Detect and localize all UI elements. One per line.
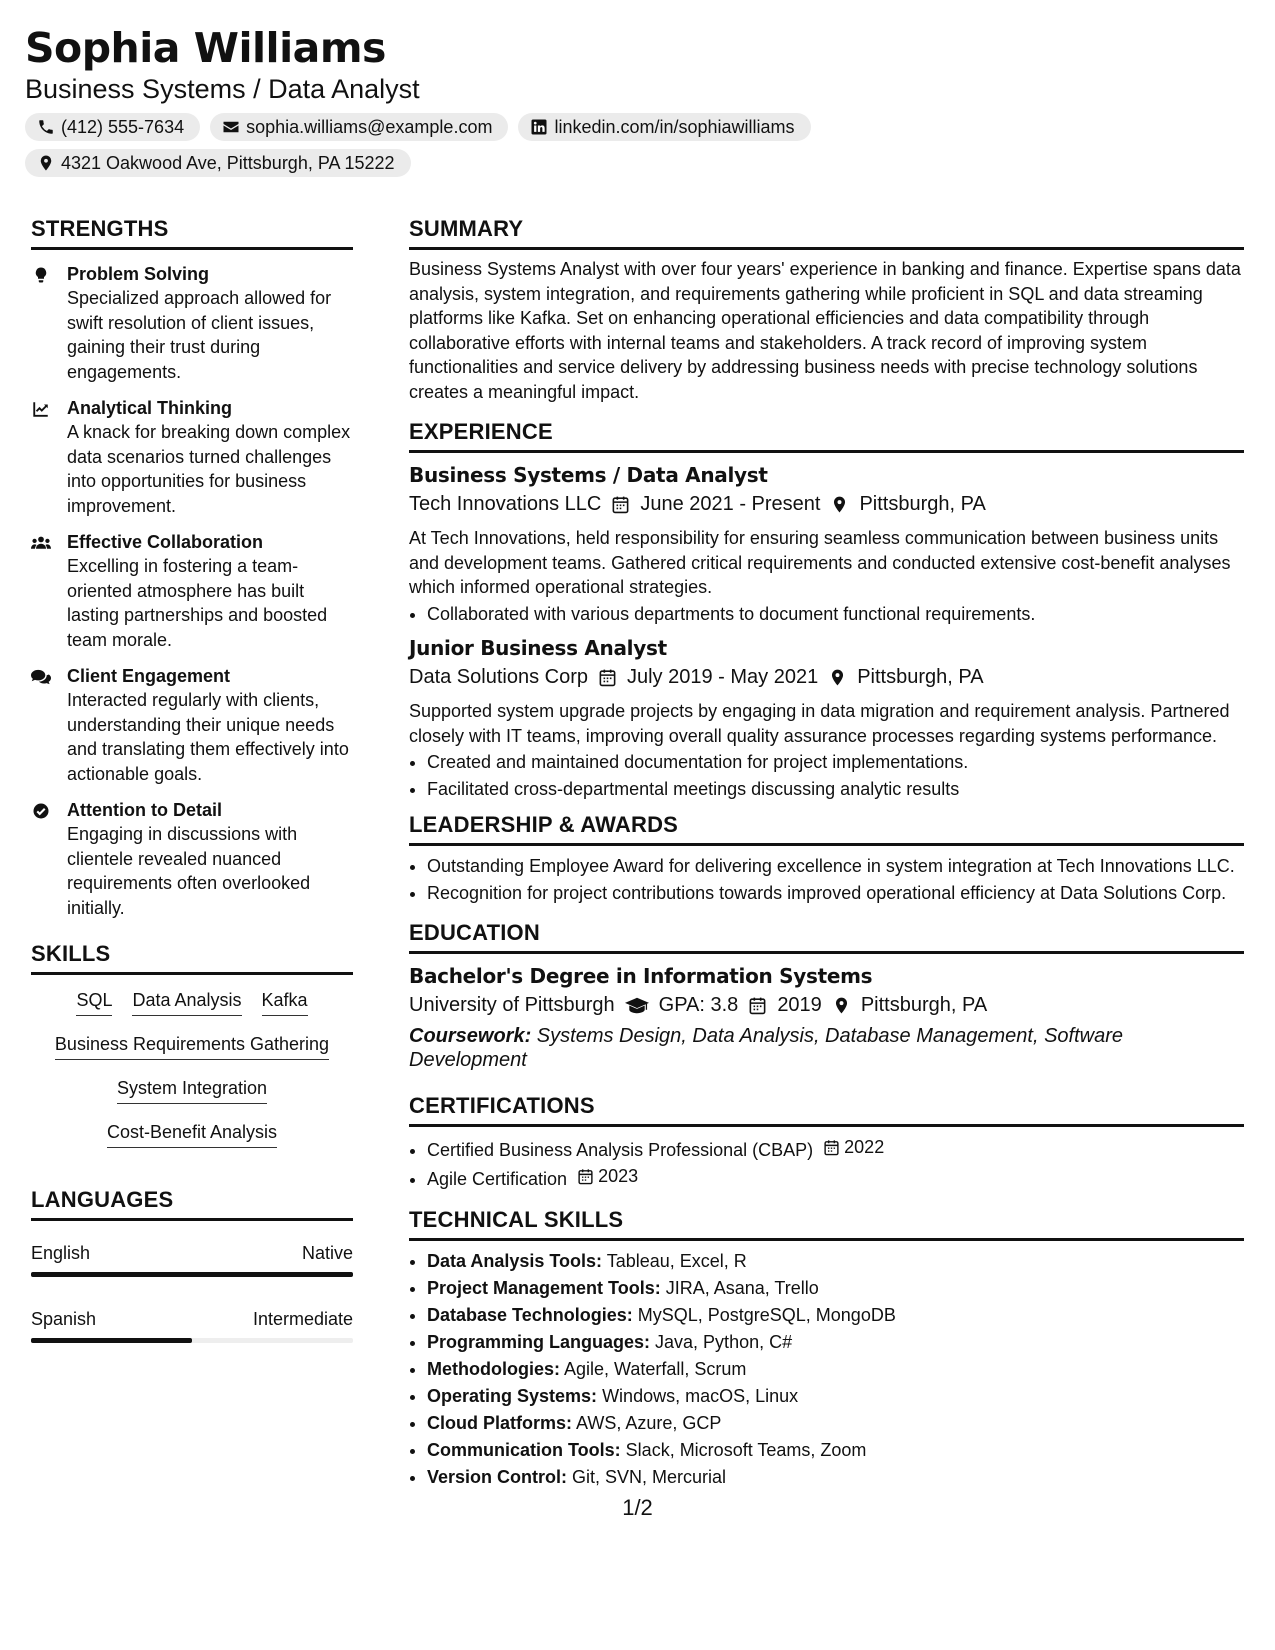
language-level-bar: [31, 1338, 353, 1343]
calendar-icon: [611, 495, 630, 514]
tech-skill-label: Database Technologies:: [427, 1304, 633, 1325]
envelope-icon: [222, 118, 240, 136]
job-title: Junior Business Analyst: [409, 636, 667, 660]
job-bullets: [409, 750, 1244, 801]
language-item: [31, 1307, 353, 1331]
language-level-fill: [31, 1272, 353, 1277]
coursework-text: Systems Design, Data Analysis, Database Management, Software Development: [409, 1025, 1124, 1071]
tech-skill-item: [427, 1303, 1244, 1327]
skill-tag: Cost-Benefit Analysis: [107, 1119, 277, 1148]
tech-skill-item: [427, 1384, 1244, 1408]
tech-skill-value: AWS, Azure, GCP: [572, 1412, 722, 1433]
job-description: At Tech Innovations, held responsibility for ensuring seamless communication between business units and development teams. Gathered critical requirements and conducted extensive cost-benefit analyses which informed operational strategies.: [409, 528, 1231, 597]
lightbulb-icon: [31, 266, 51, 284]
linkedin-pill[interactable]: [518, 113, 810, 141]
tech-skill-label: Communication Tools:: [427, 1439, 621, 1460]
certification-year: 2023: [598, 1166, 639, 1187]
comments-icon: [31, 668, 51, 686]
summary-heading: SUMMARY: [409, 215, 1244, 250]
job-company: Data Solutions Corp: [409, 666, 588, 688]
education-entry: [409, 962, 1244, 1072]
calendar-icon: [823, 1139, 840, 1156]
tech-skill-label: Cloud Platforms:: [427, 1412, 573, 1433]
certification-item: [427, 1164, 1244, 1191]
map-marker-icon: [37, 154, 55, 172]
job-location: Pittsburgh, PA: [857, 666, 984, 688]
strength-title: Client Engagement: [67, 666, 231, 686]
chart-line-icon: [31, 400, 51, 418]
coursework: [409, 1024, 1244, 1072]
strength-item: [31, 262, 353, 384]
tech-skill-value: Git, SVN, Mercurial: [567, 1466, 727, 1487]
strength-item: [31, 530, 353, 652]
school-name: University of Pittsburgh: [409, 994, 615, 1016]
job-dates: June 2021 - Present: [640, 493, 821, 515]
awards-heading: LEADERSHIP & AWARDS: [409, 811, 1244, 846]
job-dates: July 2019 - May 2021: [626, 666, 819, 688]
strengths-heading: STRENGTHS: [31, 215, 353, 250]
page-number: 1/2: [622, 1495, 653, 1520]
tech-skill-item: [427, 1465, 1244, 1489]
check-circle-icon: [31, 802, 51, 820]
skill-tag: Business Requirements Gathering: [55, 1031, 329, 1060]
technical-skills-list: [409, 1249, 1244, 1489]
tech-skill-value: MySQL, PostgreSQL, MongoDB: [632, 1304, 896, 1325]
address-pill: [25, 149, 411, 177]
strength-desc: Excelling in fostering a team-oriented atmosphere has built lasting partnerships and boosted team morale.: [67, 556, 328, 650]
skill-tag: Kafka: [262, 987, 308, 1016]
tech-skill-item: [427, 1438, 1244, 1462]
tech-skill-value: Tableau, Excel, R: [602, 1250, 747, 1271]
certification-name: Certified Business Analysis Professional (CBAP): [427, 1139, 814, 1160]
gpa: GPA: 3.8: [658, 994, 739, 1016]
tech-skill-value: Java, Python, C#: [650, 1331, 793, 1352]
tech-skill-value: Slack, Microsoft Teams, Zoom: [620, 1439, 867, 1460]
right-column: [409, 215, 1244, 1492]
job-bullet: • Collaborated with various departments to document functional requirements.: [427, 602, 1244, 627]
strength-item: [31, 798, 353, 920]
left-column: [31, 215, 353, 1343]
tech-skill-value: Agile, Waterfall, Scrum: [560, 1358, 747, 1379]
strength-desc: Interacted regularly with clients, understanding their unique needs and translating them effectively into actionable goals.: [67, 690, 349, 784]
education-meta: [409, 990, 1244, 1020]
language-name: Spanish: [31, 1309, 97, 1329]
degree-title: Bachelor's Degree in Information Systems: [409, 964, 873, 988]
calendar-icon: [748, 996, 767, 1015]
resume-header: [25, 22, 1245, 185]
graduation-cap-icon: [625, 996, 649, 1015]
strength-item: [31, 396, 353, 518]
experience-heading: EXPERIENCE: [409, 418, 1244, 453]
address-text: 4321 Oakwood Ave, Pittsburgh, PA 15222: [61, 152, 395, 173]
strength-item: [31, 664, 353, 786]
contact-info: [25, 113, 1245, 177]
skill-tag: SQL: [76, 987, 112, 1016]
tech-skill-label: Methodologies:: [427, 1358, 560, 1379]
coursework-label: Coursework:: [409, 1025, 532, 1047]
language-level: Intermediate: [252, 1309, 353, 1329]
strength-desc: A knack for breaking down complex data scenarios turned challenges into opportunities for business improvement.: [67, 422, 351, 516]
skill-tag: System Integration: [117, 1075, 267, 1104]
language-level: Native: [301, 1243, 353, 1263]
certification-name: Agile Certification: [427, 1169, 568, 1189]
language-item: [31, 1241, 353, 1265]
education-heading: EDUCATION: [409, 919, 1244, 954]
tech-skill-label: Data Analysis Tools:: [427, 1250, 603, 1271]
strength-desc: Specialized approach allowed for swift resolution of client issues, gaining their trust during engagements.: [67, 288, 332, 382]
tech-skill-label: Programming Languages:: [427, 1331, 651, 1352]
calendar-icon: [577, 1168, 594, 1185]
tech-skill-label: Project Management Tools:: [427, 1277, 661, 1298]
language-level-fill: [31, 1338, 192, 1343]
tech-skill-value: Windows, macOS, Linux: [597, 1385, 799, 1406]
email-text: sophia.williams@example.com: [246, 116, 493, 137]
languages-heading: LANGUAGES: [31, 1186, 353, 1221]
map-marker-icon: [830, 495, 849, 514]
candidate-name: Sophia Williams: [25, 24, 386, 72]
strength-title: Problem Solving: [67, 264, 210, 284]
technical-skills-heading: TECHNICAL SKILLS: [409, 1206, 1244, 1241]
job-company: Tech Innovations LLC: [409, 493, 602, 515]
job-bullet: • Created and maintained documentation for project implementations.: [427, 750, 1244, 775]
summary-text: Business Systems Analyst with over four years' experience in banking and finance. Expertise spans data analysis, system integration, and requirements gathering while proficient in SQL and data streaming platforms like Kafka. Set on enhancing operational efficiencies and data compatibility through collaborative efforts with internal teams and stakeholders. A track record of improving system functionalities and service delivery by addressing business needs with precise technology solutions creates a meaningful impact.: [409, 259, 1241, 402]
candidate-role: Business Systems / Data Analyst: [25, 74, 420, 104]
calendar-icon: [598, 668, 617, 687]
tech-skill-item: [427, 1276, 1244, 1300]
tech-skill-item: [427, 1357, 1244, 1381]
certification-year: 2022: [844, 1137, 885, 1157]
phone-pill[interactable]: [25, 113, 200, 141]
skills-list: [31, 987, 353, 1148]
job-location: Pittsburgh, PA: [859, 493, 986, 515]
phone-icon: [37, 118, 55, 136]
linkedin-icon: [530, 118, 548, 136]
job-bullets: [409, 602, 1244, 627]
map-marker-icon: [832, 996, 851, 1015]
linkedin-text: linkedin.com/in/sophiawilliams: [554, 116, 795, 137]
certification-item: [427, 1135, 1244, 1162]
tech-skill-item: [427, 1330, 1244, 1354]
strength-desc: Engaging in discussions with clientele revealed nuanced requirements often overlooked initially.: [67, 824, 311, 918]
strength-title: Attention to Detail: [67, 800, 222, 820]
language-level-bar: [31, 1272, 353, 1277]
tech-skill-value: JIRA, Asana, Trello: [660, 1277, 819, 1298]
users-icon: [31, 534, 51, 552]
strength-title: Analytical Thinking: [67, 398, 233, 418]
tech-skill-label: Operating Systems:: [427, 1385, 598, 1406]
awards-list: [409, 854, 1244, 905]
strengths-list: [31, 262, 353, 920]
phone-text: (412) 555-7634: [61, 116, 185, 137]
job-bullet: • Facilitated cross-departmental meetings discussing analytic results: [427, 777, 1244, 802]
job-meta: [409, 662, 1244, 692]
tech-skill-item: [427, 1249, 1244, 1273]
graduation-year: 2019: [777, 994, 822, 1016]
award-item: • Recognition for project contributions towards improved operational efficiency at Data Solutions Corp.: [427, 881, 1244, 906]
skills-heading: SKILLS: [31, 940, 353, 975]
job-meta: [409, 489, 1244, 519]
job-description: Supported system upgrade projects by engaging in data migration and requirement analysis. Partnered closely with IT teams, improving overall quality assurance processes regarding systems performance.: [409, 701, 1230, 746]
strength-title: Effective Collaboration: [67, 532, 264, 552]
certifications-heading: CERTIFICATIONS: [409, 1092, 1244, 1127]
job-title: Business Systems / Data Analyst: [409, 463, 768, 487]
skill-tag: Data Analysis: [132, 987, 241, 1016]
school-location: Pittsburgh, PA: [860, 994, 988, 1016]
email-pill[interactable]: [210, 113, 508, 141]
award-item: • Outstanding Employee Award for delivering excellence in system integration at Tech Innovations LLC.: [427, 854, 1244, 879]
tech-skill-item: [427, 1411, 1244, 1435]
map-marker-icon: [828, 668, 847, 687]
languages-list: [31, 1241, 353, 1343]
certifications-list: [409, 1135, 1244, 1192]
job-entry: [409, 634, 1244, 801]
job-entry: [409, 461, 1244, 626]
language-name: English: [31, 1243, 91, 1263]
tech-skill-label: Version Control:: [427, 1466, 568, 1487]
